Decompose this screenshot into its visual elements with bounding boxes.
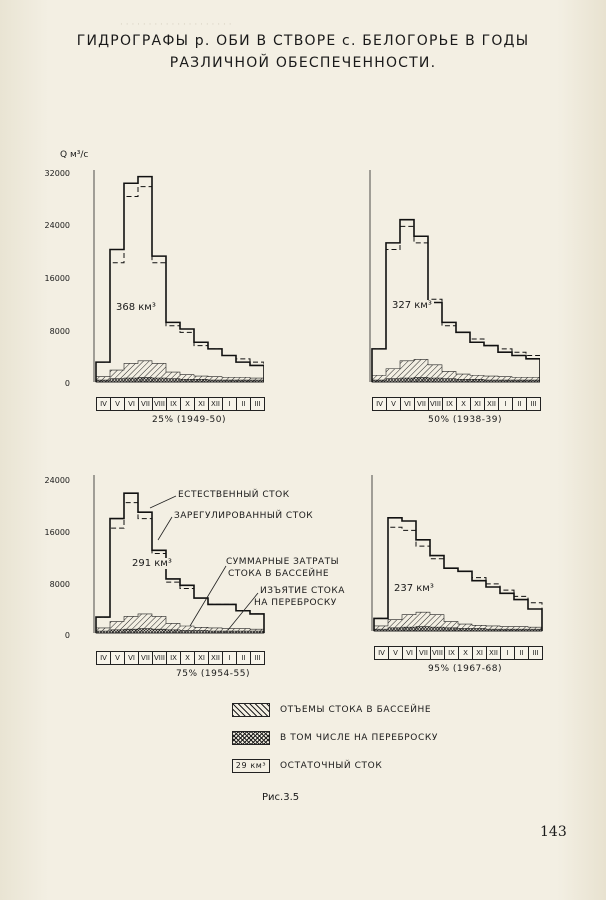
chart-caption: 75% (1954-55) [176, 669, 250, 679]
tick-label: 24000 [44, 221, 70, 230]
month-cell: V [386, 397, 401, 411]
month-cell: V [388, 646, 403, 660]
legend [232, 698, 438, 778]
month-cell: XII [486, 646, 501, 660]
month-cell: XI [472, 646, 487, 660]
legend-label: В ТОМ ЧИСЛЕ НА ПЕРЕБРОСКУ [280, 733, 438, 743]
month-cell: V [110, 397, 125, 411]
tick-label: 0 [64, 631, 70, 640]
month-cell: VII [414, 397, 429, 411]
month-cell: VIII [152, 651, 167, 665]
month-cell: VI [400, 397, 415, 411]
tick-label: 16000 [44, 274, 70, 283]
annotation-transfer-1: ИЗЪЯТИЕ СТОКА [260, 586, 345, 596]
legend-label: ОТЪЕМЫ СТОКА В БАССЕЙНЕ [280, 705, 432, 715]
month-cell: VII [416, 646, 431, 660]
title-line-2: РАЗЛИЧНОЙ ОБЕСПЕЧЕННОСТИ. [169, 55, 437, 71]
month-cell: VII [138, 651, 153, 665]
month-cell: II [236, 397, 251, 411]
annotation-total-1: СУММАРНЫЕ ЗАТРАТЫ [226, 557, 340, 567]
regulated-flow-line [374, 527, 542, 631]
legend-label: ОСТАТОЧНЫЙ СТОК [280, 761, 383, 771]
tick-label: 16000 [44, 528, 70, 537]
bleed-through-text: · · · · · · · · · · · · · · · · · · · · [120, 20, 232, 30]
natural-flow-line [374, 518, 542, 631]
month-cell: III [250, 397, 265, 411]
month-cell: IX [166, 397, 181, 411]
month-cell: I [222, 397, 237, 411]
month-cell: VI [124, 651, 139, 665]
month-cell: I [498, 397, 513, 411]
tick-label: 32000 [44, 169, 70, 178]
tick-label: 8000 [49, 327, 70, 336]
tick-label: 0 [64, 379, 70, 388]
month-cell: XI [194, 397, 209, 411]
month-cell: IX [166, 651, 181, 665]
tick-label: 8000 [49, 580, 70, 589]
month-cell: X [456, 397, 471, 411]
month-cell: V [110, 651, 125, 665]
month-cell: VI [124, 397, 139, 411]
month-cell: VIII [430, 646, 445, 660]
month-cell: IV [96, 651, 111, 665]
month-cell: IV [96, 397, 111, 411]
month-cell: XII [484, 397, 499, 411]
month-axis [374, 646, 542, 660]
legend-item [232, 698, 438, 722]
y-axis-label: Q м³/с [60, 150, 89, 160]
volume-label: 291 км³ [132, 558, 172, 569]
annotation-natural-flow: ЕСТЕСТВЕННЫЙ СТОК [178, 490, 290, 500]
month-cell: II [514, 646, 529, 660]
residual-swatch: 29 км³ [232, 759, 270, 773]
month-cell: III [528, 646, 543, 660]
month-cell: II [236, 651, 251, 665]
month-cell: III [250, 651, 265, 665]
volume-label: 237 км³ [394, 583, 434, 594]
month-cell: XI [470, 397, 485, 411]
volume-label: 327 км³ [392, 300, 432, 311]
month-cell: I [222, 651, 237, 665]
month-cell: VI [402, 646, 417, 660]
page-number: 143 [540, 824, 567, 840]
month-cell: XI [194, 651, 209, 665]
chart-caption: 95% (1967-68) [428, 664, 502, 674]
month-cell: IV [372, 397, 387, 411]
tick-label: 24000 [44, 476, 70, 485]
month-cell: X [180, 651, 195, 665]
hatch-swatch-icon [232, 703, 270, 717]
month-cell: IV [374, 646, 389, 660]
chart-caption: 50% (1938-39) [428, 415, 502, 425]
month-cell: IX [444, 646, 459, 660]
month-cell: XII [208, 651, 223, 665]
month-cell: I [500, 646, 515, 660]
month-cell: VIII [428, 397, 443, 411]
volume-label: 368 км³ [116, 302, 156, 313]
month-cell: II [512, 397, 527, 411]
month-cell: X [180, 397, 195, 411]
month-cell: III [526, 397, 541, 411]
month-cell: XII [208, 397, 223, 411]
figure-number: Рис.3.5 [262, 792, 300, 803]
annotation-transfer-2: НА ПЕРЕБРОСКУ [254, 598, 337, 608]
month-cell: VII [138, 397, 153, 411]
hydrograph-95 [352, 455, 548, 639]
chart-caption: 25% (1949-50) [152, 415, 226, 425]
month-cell: X [458, 646, 473, 660]
annotation-total-2: СТОКА В БАССЕЙНЕ [228, 569, 330, 579]
month-cell: VIII [152, 397, 167, 411]
title-line-1: ГИДРОГРАФЫ р. ОБИ В СТВОРЕ с. БЕЛОГОРЬЕ В ГОДЫ [76, 33, 530, 49]
month-cell: IX [442, 397, 457, 411]
legend-item [232, 754, 438, 778]
annotation-regulated-flow: ЗАРЕГУЛИРОВАННЫЙ СТОК [174, 511, 314, 521]
legend-item [232, 726, 438, 750]
crosshatch-swatch-icon [232, 731, 270, 745]
